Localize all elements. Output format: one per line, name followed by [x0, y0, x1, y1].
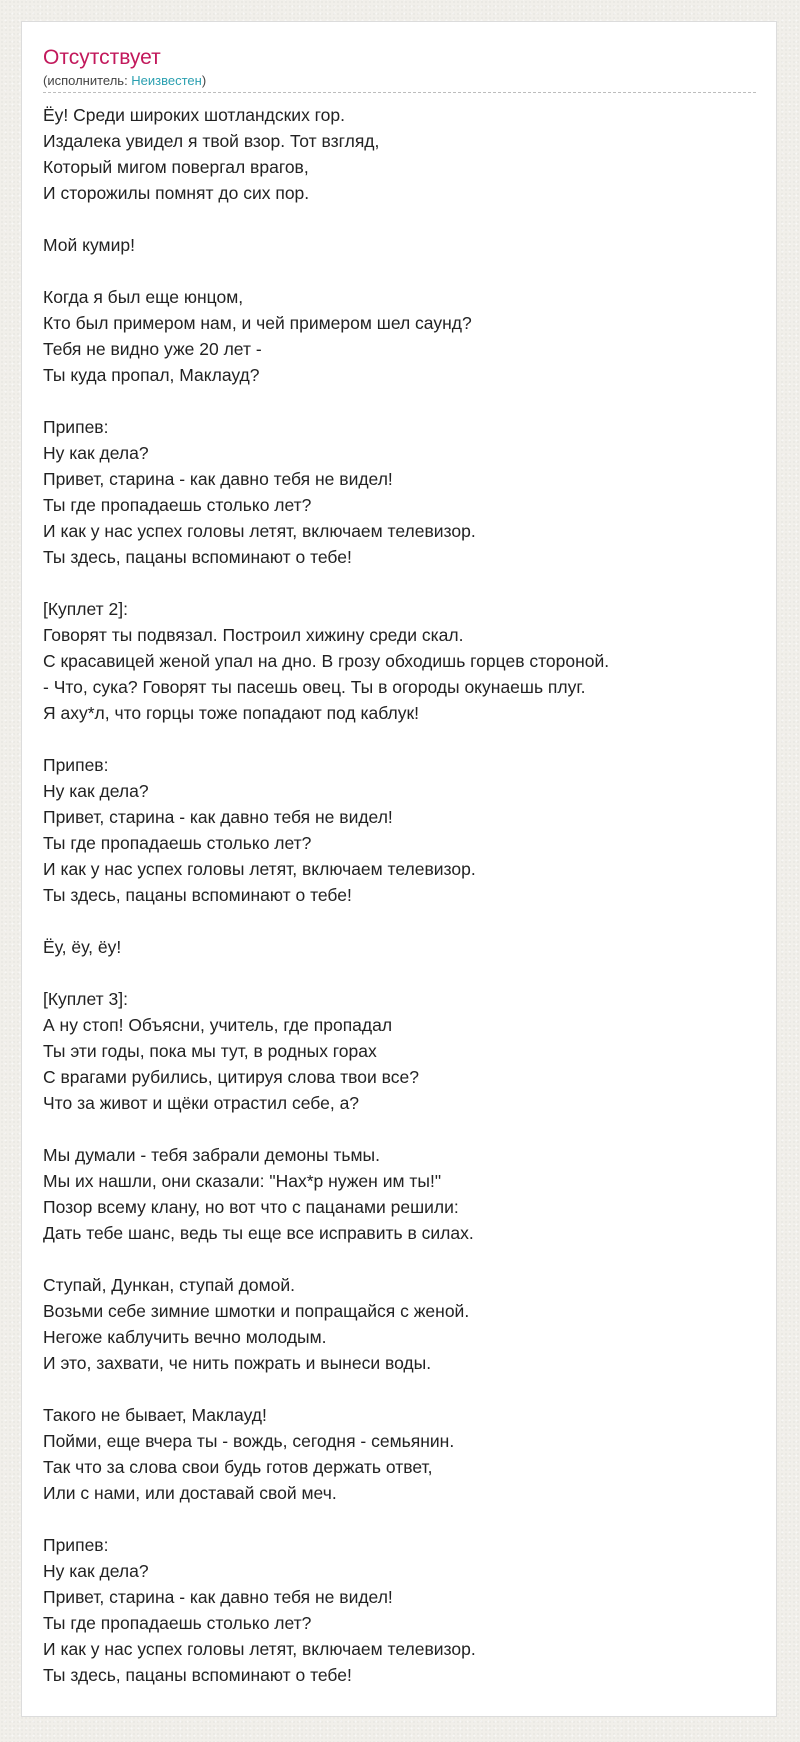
lyric-blank-line: [43, 258, 763, 284]
lyric-blank-line: [43, 1506, 763, 1532]
lyrics-text: [43, 102, 763, 1688]
lyric-line: Такого не бывает, Маклауд!: [43, 1405, 267, 1425]
lyric-line: Привет, старина - как давно тебя не видел!: [43, 807, 393, 827]
lyric-blank-line: [43, 570, 763, 596]
lyric-line: Привет, старина - как давно тебя не видел!: [43, 469, 393, 489]
lyric-line: Ты эти годы, пока мы тут, в родных горах: [43, 1041, 377, 1061]
lyric-line: А ну стоп! Объясни, учитель, где пропадал: [43, 1015, 393, 1035]
lyric-line: Ты где пропадаешь столько лет?: [43, 833, 312, 853]
song-title: Отсутствует: [43, 46, 161, 69]
lyric-line: Что за живот и щёки отрастил себе, а?: [43, 1093, 360, 1113]
lyric-line: Издалека увидел я твой взор. Тот взгляд,: [43, 131, 380, 151]
lyric-line: Мой кумир!: [43, 235, 135, 255]
lyric-blank-line: [43, 388, 763, 414]
lyric-line: Ты здесь, пацаны вспоминают о тебе!: [43, 1665, 352, 1685]
lyric-blank-line: [43, 908, 763, 934]
lyric-line: Ты где пропадаешь столько лет?: [43, 1613, 312, 1633]
lyric-line: Ты здесь, пацаны вспоминают о тебе!: [43, 547, 352, 567]
header-divider: [43, 92, 756, 93]
lyric-line: Негоже каблучить вечно молодым.: [43, 1327, 327, 1347]
lyric-line: И это, захвати, че нить пожрать и вынеси воды.: [43, 1353, 432, 1373]
lyric-line: Припев:: [43, 1535, 109, 1555]
lyric-line: Дать тебе шанс, ведь ты еще все исправить в силах.: [43, 1223, 474, 1243]
lyric-line: Привет, старина - как давно тебя не видел!: [43, 1587, 393, 1607]
lyric-line: Мы их нашли, они сказали: "Нах*р нужен им ты!": [43, 1171, 442, 1191]
lyric-line: Или с нами, или доставай свой меч.: [43, 1483, 337, 1503]
lyrics-card: [21, 21, 777, 1717]
lyric-line: С красавицей женой упал на дно. В грозу обходишь горцев стороной.: [43, 651, 610, 671]
artist-prefix: (исполнитель:: [43, 73, 132, 88]
lyric-line: [Куплет 2]:: [43, 599, 128, 619]
lyric-line: Ну как дела?: [43, 443, 149, 463]
artist-suffix: ): [201, 73, 207, 88]
lyric-line: Говорят ты подвязал. Построил хижину среди скал.: [43, 625, 464, 645]
artist-line: [43, 72, 206, 90]
lyric-line: Тебя не видно уже 20 лет -: [43, 339, 262, 359]
lyric-line: Пойми, еще вчера ты - вождь, сегодня - семьянин.: [43, 1431, 455, 1451]
lyric-line: Ёу! Среди широких шотландских гор.: [43, 105, 346, 125]
lyric-line: Мы думали - тебя забрали демоны тьмы.: [43, 1145, 380, 1165]
lyric-line: - Что, сука? Говорят ты пасешь овец. Ты в огороды окунаешь плуг.: [43, 677, 586, 697]
lyric-line: Ты здесь, пацаны вспоминают о тебе!: [43, 885, 352, 905]
lyric-blank-line: [43, 726, 763, 752]
lyric-line: Возьми себе зимние шмотки и попращайся с женой.: [43, 1301, 470, 1321]
lyric-blank-line: [43, 206, 763, 232]
lyric-line: И как у нас успех головы летят, включаем телевизор.: [43, 1639, 476, 1659]
lyric-line: Ступай, Дункан, ступай домой.: [43, 1275, 296, 1295]
lyric-line: Так что за слова свои будь готов держать ответ,: [43, 1457, 433, 1477]
artist-link[interactable]: Неизвестен: [131, 73, 202, 88]
lyric-line: И сторожилы помнят до сих пор.: [43, 183, 310, 203]
lyric-line: Ты куда пропал, Маклауд?: [43, 365, 260, 385]
lyric-line: [Куплет 3]:: [43, 989, 128, 1009]
lyric-line: И как у нас успех головы летят, включаем телевизор.: [43, 859, 476, 879]
lyric-line: Ёу, ёу, ёу!: [43, 937, 122, 957]
lyric-line: Припев:: [43, 417, 109, 437]
lyric-line: Ну как дела?: [43, 1561, 149, 1581]
lyric-line: Ну как дела?: [43, 781, 149, 801]
lyric-line: Кто был примером нам, и чей примером шел саунд?: [43, 313, 472, 333]
lyric-blank-line: [43, 1376, 763, 1402]
lyric-line: Ты где пропадаешь столько лет?: [43, 495, 312, 515]
lyric-line: Припев:: [43, 755, 109, 775]
lyric-line: Позор всему клану, но вот что с пацанами решили:: [43, 1197, 459, 1217]
lyric-blank-line: [43, 1116, 763, 1142]
lyric-blank-line: [43, 1246, 763, 1272]
lyric-blank-line: [43, 960, 763, 986]
lyric-line: Я аху*л, что горцы тоже попадают под каблук!: [43, 703, 419, 723]
lyric-line: Который мигом повергал врагов,: [43, 157, 309, 177]
lyric-line: И как у нас успех головы летят, включаем телевизор.: [43, 521, 476, 541]
lyric-line: Когда я был еще юнцом,: [43, 287, 244, 307]
lyric-line: С врагами рубились, цитируя слова твои все?: [43, 1067, 419, 1087]
